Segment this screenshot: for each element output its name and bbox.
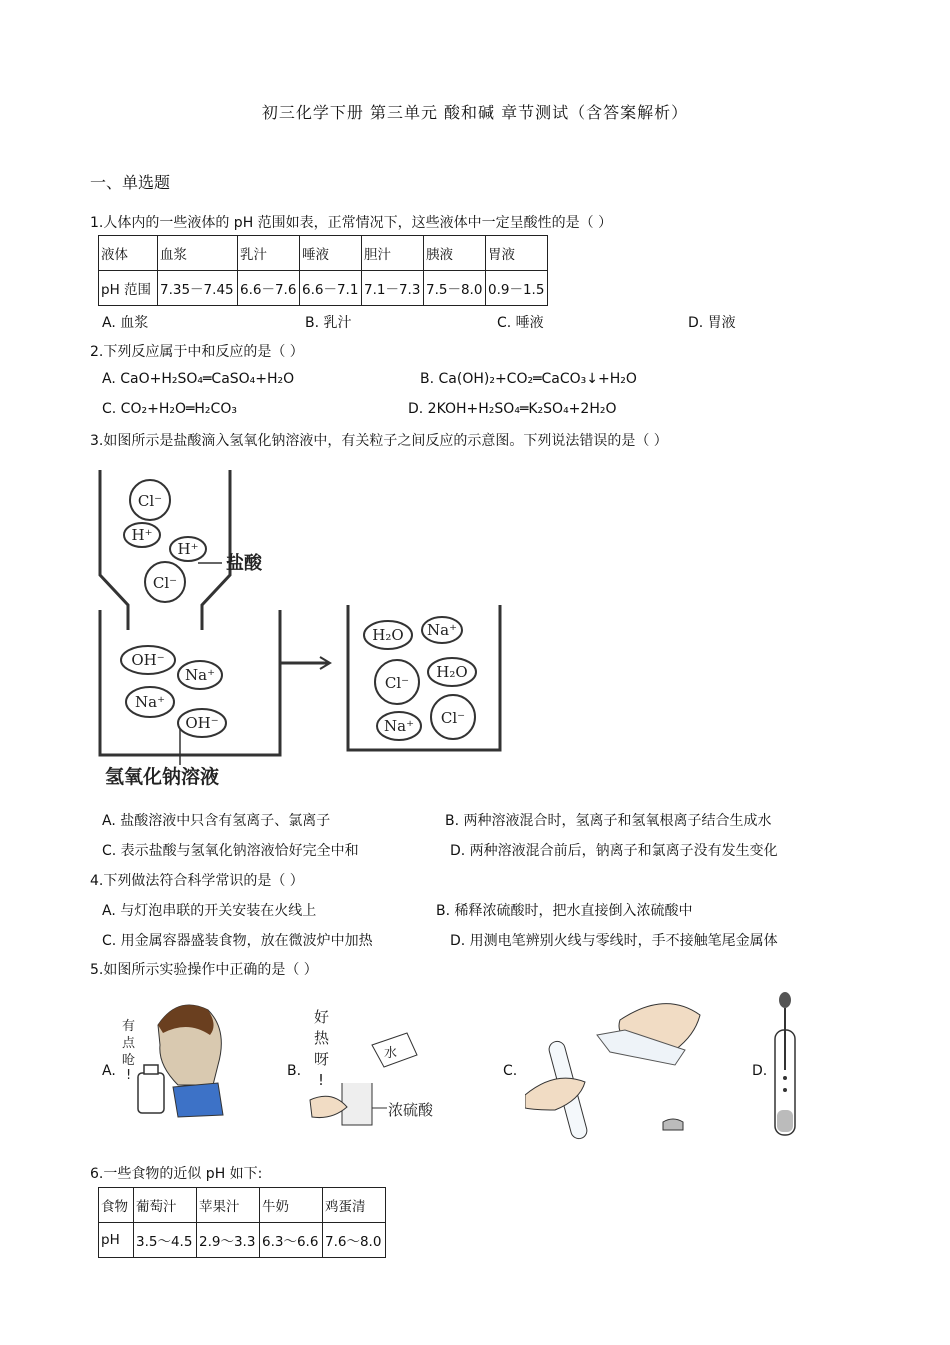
table-cell: pH	[99, 1223, 134, 1258]
pouring-liquid-figure	[525, 990, 725, 1140]
table-cell: 胰液	[424, 236, 486, 271]
q3-option-d[interactable]: D. 两种溶液混合前后，钠离子和氯离子没有发生变化	[450, 843, 778, 859]
table-cell: 食物	[99, 1188, 134, 1223]
speech-char: !	[126, 1068, 132, 1083]
speech-char: 热	[314, 1029, 330, 1047]
table-row	[99, 271, 548, 306]
dropper-figure	[765, 990, 805, 1140]
table-cell: 7.1－7.3	[362, 271, 424, 306]
table-cell: 6.6－7.1	[300, 271, 362, 306]
table-cell: 6.6－7.6	[238, 271, 300, 306]
ion-label: Cl⁻	[384, 674, 410, 692]
table-cell: 鸡蛋清	[323, 1188, 386, 1223]
ion-label: Na⁺	[427, 621, 457, 639]
base-label: 氢氧化钠溶液	[105, 766, 220, 788]
table-cell: 6.3～6.6	[260, 1223, 323, 1258]
diluting-acid-figure	[302, 1005, 447, 1135]
ion-label: Na⁺	[185, 666, 215, 684]
table-cell: 胃液	[486, 236, 548, 271]
q2-stem: 2.下列反应属于中和反应的是（ ）	[90, 344, 304, 360]
speech-char: !	[318, 1071, 325, 1089]
table-cell: 2.9～3.3	[197, 1223, 260, 1258]
neutralization-diagram	[90, 465, 510, 795]
ion-label: H₂O	[372, 626, 404, 644]
acid-label: 盐酸	[226, 553, 262, 574]
table-row	[99, 1188, 386, 1223]
ion-label: Cl⁻	[137, 492, 163, 510]
table-row	[99, 1223, 386, 1258]
ion-label: OH⁻	[185, 714, 219, 732]
table-cell: 7.35－7.45	[158, 271, 238, 306]
speech-char: 呛	[122, 1053, 136, 1068]
q5-option-c-label[interactable]: C.	[503, 1063, 518, 1079]
ion-label: Cl⁻	[440, 709, 466, 727]
table-cell: 0.9－1.5	[486, 271, 548, 306]
q5-option-b-label[interactable]: B.	[287, 1063, 302, 1079]
speech-char: 呀	[314, 1050, 330, 1068]
speech-char: 点	[122, 1036, 136, 1051]
q3-option-c[interactable]: C. 表示盐酸与氢氧化钠溶液恰好完全中和	[102, 843, 359, 859]
table-cell: 3.5～4.5	[134, 1223, 197, 1258]
smelling-gas-figure	[118, 995, 228, 1125]
q1-stem: 1.人体内的一些液体的 pH 范围如表，正常情况下，这些液体中一定呈酸性的是（ ）	[90, 215, 613, 231]
q2-option-b[interactable]: B. Ca(OH)₂+CO₂═CaCO₃↓+H₂O	[420, 371, 637, 387]
speech-char: 有	[122, 1019, 136, 1034]
ion-label: Na⁺	[135, 693, 165, 711]
table-cell: 7.6～8.0	[323, 1223, 386, 1258]
q1-table	[98, 235, 548, 306]
table-cell: 乳汁	[238, 236, 300, 271]
q3-option-a[interactable]: A. 盐酸溶液中只含有氢离子、氯离子	[102, 813, 331, 829]
q3-stem: 3.如图所示是盐酸滴入氢氧化钠溶液中，有关粒子之间反应的示意图。下列说法错误的是（ ）	[90, 433, 668, 449]
q4-option-c[interactable]: C. 用金属容器盛装食物，放在微波炉中加热	[102, 933, 373, 949]
q5-stem: 5.如图所示实验操作中正确的是（ ）	[90, 962, 318, 978]
q6-table	[98, 1187, 386, 1258]
q1-option-a[interactable]: A. 血浆	[102, 315, 149, 331]
section-heading: 一、单选题	[90, 173, 171, 192]
q1-option-d[interactable]: D. 胃液	[688, 315, 736, 331]
q4-option-a[interactable]: A. 与灯泡串联的开关安装在火线上	[102, 903, 317, 919]
q5-option-d-label[interactable]: D.	[752, 1063, 768, 1079]
speech-char: 好	[314, 1008, 330, 1026]
q3-option-b[interactable]: B. 两种溶液混合时，氢离子和氢氧根离子结合生成水	[445, 813, 772, 829]
q1-option-b[interactable]: B. 乳汁	[305, 315, 352, 331]
table-cell: 7.5－8.0	[424, 271, 486, 306]
table-cell: 唾液	[300, 236, 362, 271]
table-cell: 苹果汁	[197, 1188, 260, 1223]
q5-option-a-label[interactable]: A.	[102, 1063, 116, 1079]
q4-option-d[interactable]: D. 用测电笔辨别火线与零线时，手不接触笔尾金属体	[450, 933, 778, 949]
ion-label: H⁺	[131, 526, 153, 544]
q2-option-c[interactable]: C. CO₂+H₂O═H₂CO₃	[102, 401, 237, 417]
ion-label: Na⁺	[384, 717, 414, 735]
q1-option-c[interactable]: C. 唾液	[497, 315, 544, 331]
ion-label: Cl⁻	[152, 574, 178, 592]
table-cell: 血浆	[158, 236, 238, 271]
page-title: 初三化学下册 第三单元 酸和碱 章节测试（含答案解析）	[261, 103, 689, 122]
table-cell: 葡萄汁	[134, 1188, 197, 1223]
table-row	[99, 236, 548, 271]
ion-label: H₂O	[436, 663, 468, 681]
ion-label: H⁺	[177, 540, 199, 558]
table-cell: pH 范围	[99, 271, 158, 306]
table-cell: 液体	[99, 236, 158, 271]
q6-stem: 6.一些食物的近似 pH 如下:	[90, 1166, 263, 1182]
table-cell: 胆汁	[362, 236, 424, 271]
q4-stem: 4.下列做法符合科学常识的是（ ）	[90, 873, 304, 889]
acid-label: 浓硫酸	[388, 1101, 434, 1119]
table-cell: 牛奶	[260, 1188, 323, 1223]
ion-label: OH⁻	[131, 651, 165, 669]
q2-option-a[interactable]: A. CaO+H₂SO₄═CaSO₄+H₂O	[102, 371, 295, 387]
q2-option-d[interactable]: D. 2KOH+H₂SO₄═K₂SO₄+2H₂O	[408, 401, 617, 417]
q4-option-b[interactable]: B. 稀释浓硫酸时，把水直接倒入浓硫酸中	[436, 903, 693, 919]
water-label: 水	[384, 1046, 398, 1061]
